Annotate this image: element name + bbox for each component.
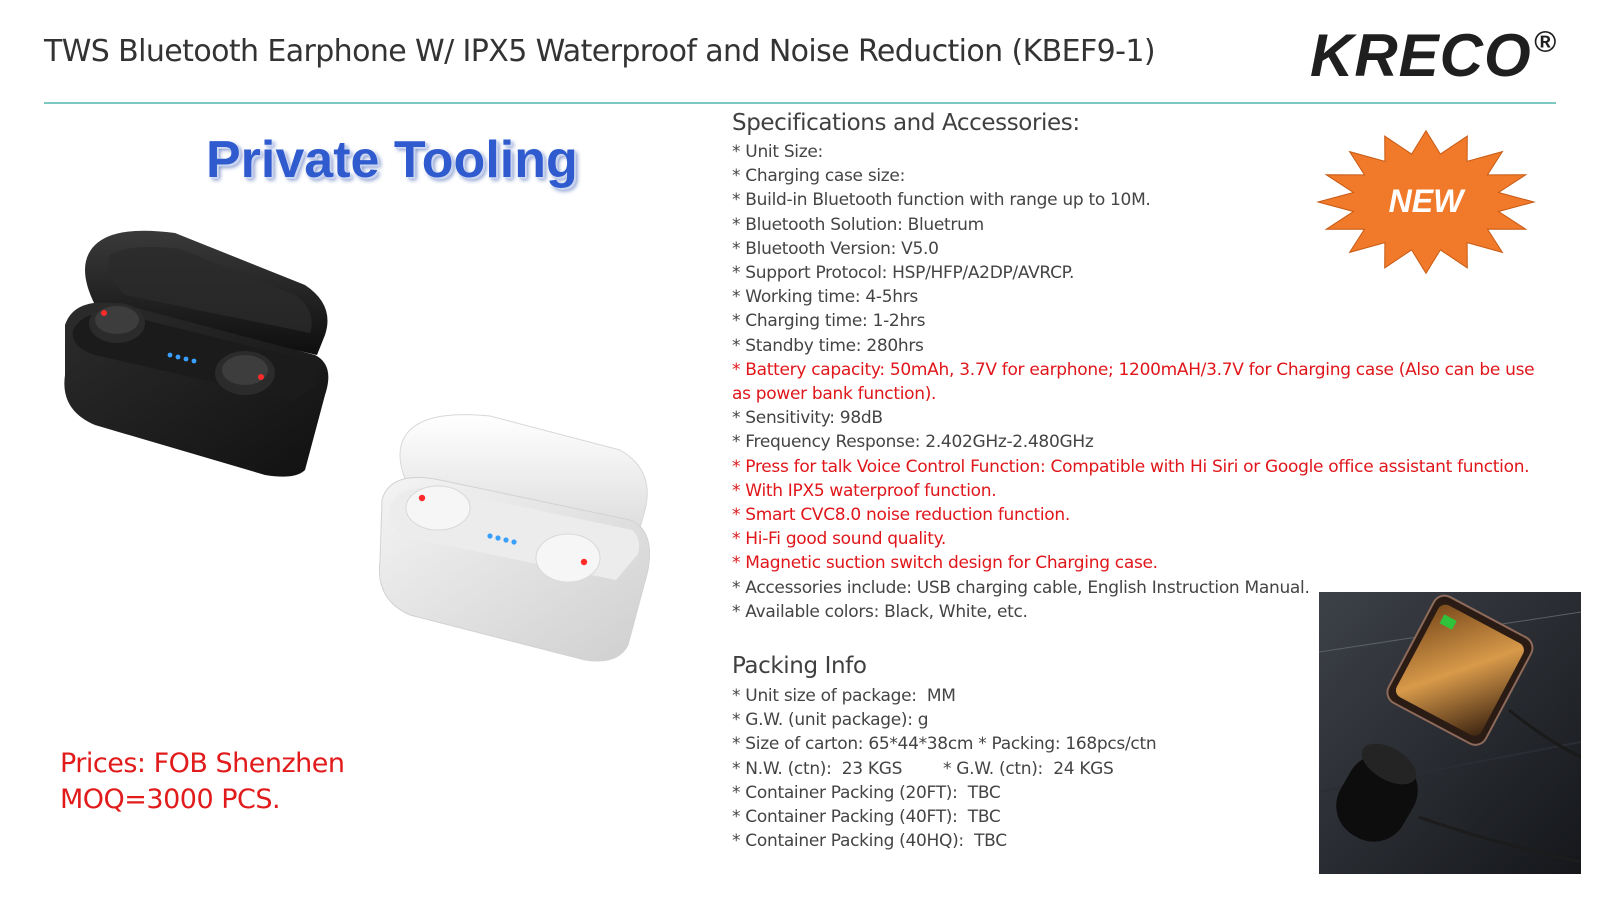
packing-item: * Container Packing (40HQ): TBC — [732, 831, 1007, 852]
spec-item: * Smart CVC8.0 noise reduction function. — [732, 505, 1070, 526]
specifications-heading: Specifications and Accessories: — [732, 110, 1080, 136]
spec-item: * Working time: 4-5hrs — [732, 287, 918, 308]
packing-item: * Container Packing (20FT): TBC — [732, 782, 1001, 803]
packing-info-heading: Packing Info — [732, 653, 867, 679]
black-earbuds-case-image — [55, 225, 345, 485]
spec-item: * Sensitivity: 98dB — [732, 408, 883, 429]
spec-item: * Support Protocol: HSP/HFP/A2DP/AVRCP. — [732, 263, 1075, 284]
spec-item: * Magnetic suction switch design for Charging case. — [732, 553, 1158, 574]
spec-item: * With IPX5 waterproof function. — [732, 480, 997, 501]
packing-item: * G.W. (unit package): g — [732, 710, 929, 731]
header-divider — [44, 102, 1556, 104]
registered-mark: ® — [1533, 26, 1557, 59]
spec-item: * Bluetooth Version: V5.0 — [732, 238, 939, 259]
spec-item: * Press for talk Voice Control Function: Compatible with Hi Siri or Google office assistant function. — [732, 456, 1530, 477]
page-title: TWS Bluetooth Earphone W/ IPX5 Waterproof and Noise Reduction (KBEF9-1) — [44, 34, 1155, 69]
new-badge — [1316, 128, 1536, 276]
spec-item: * Battery capacity: 50mAh, 3.7V for earphone; 1200mAH/3.7V for Charging case (Also can be use as power bank function). — [732, 359, 1535, 405]
new-badge-label: NEW — [1388, 183, 1464, 219]
packing-item: * Container Packing (40FT): TBC — [732, 807, 1001, 828]
spec-item: * Bluetooth Solution: Bluetrum — [732, 214, 984, 235]
spec-item: * Charging time: 1-2hrs — [732, 311, 926, 332]
pricing-block — [60, 746, 344, 818]
moq: MOQ=3000 PCS. — [60, 784, 281, 815]
packing-item: * N.W. (ctn): 23 KGS * G.W. (ctn): 24 KGS — [732, 758, 1114, 779]
brand-name: KRECO — [1310, 22, 1532, 89]
white-earbuds-case-image — [370, 410, 670, 675]
prices-fob: Prices: FOB Shenzhen — [60, 748, 345, 779]
spec-item: * Available colors: Black, White, etc. — [732, 601, 1028, 622]
spec-item: * Accessories include: USB charging cable, English Instruction Manual. — [732, 577, 1310, 598]
spec-item: * Frequency Response: 2.402GHz-2.480GHz — [732, 432, 1094, 453]
spec-item: * Charging case size: — [732, 166, 906, 187]
packing-item: * Size of carton: 65*44*38cm * Packing: 168pcs/ctn — [732, 734, 1157, 755]
spec-item: * Unit Size: — [732, 142, 823, 162]
private-tooling-heading: Private Tooling — [206, 131, 578, 189]
phone-charging-image — [1319, 592, 1581, 874]
spec-item: * Hi-Fi good sound quality. — [732, 529, 947, 550]
packing-item: * Unit size of package: MM — [732, 686, 956, 706]
spec-item: * Standby time: 280hrs — [732, 335, 924, 356]
brand-logo — [1310, 22, 1557, 89]
spec-item: * Build-in Bluetooth function with range up to 10M. — [732, 190, 1151, 211]
